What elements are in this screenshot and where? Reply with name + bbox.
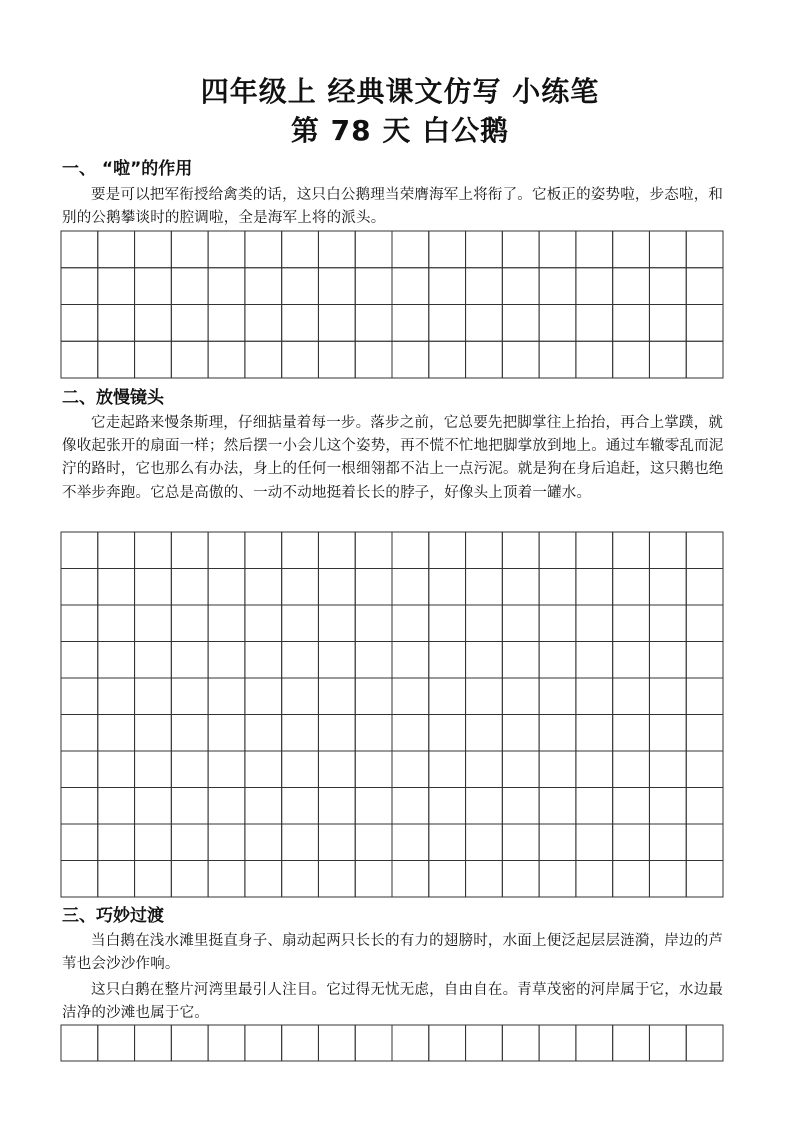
grid-cell[interactable] bbox=[98, 642, 135, 679]
grid-cell[interactable] bbox=[318, 861, 355, 898]
grid-cell[interactable] bbox=[282, 532, 319, 569]
grid-cell[interactable] bbox=[98, 532, 135, 569]
grid-cell[interactable] bbox=[282, 788, 319, 825]
grid-cell[interactable] bbox=[61, 642, 98, 679]
grid-cell[interactable] bbox=[282, 569, 319, 606]
grid-cell[interactable] bbox=[98, 788, 135, 825]
grid-cell[interactable] bbox=[429, 305, 466, 342]
grid-cell[interactable] bbox=[686, 569, 723, 606]
grid-cell[interactable] bbox=[576, 305, 613, 342]
grid-cell[interactable] bbox=[245, 824, 282, 861]
grid-cell[interactable] bbox=[208, 788, 245, 825]
grid-cell[interactable] bbox=[686, 231, 723, 268]
grid-cell[interactable] bbox=[318, 231, 355, 268]
grid-cell[interactable] bbox=[282, 1025, 319, 1061]
grid-cell[interactable] bbox=[466, 678, 503, 715]
grid-cell[interactable] bbox=[539, 788, 576, 825]
grid-cell[interactable] bbox=[576, 715, 613, 752]
grid-cell[interactable] bbox=[502, 678, 539, 715]
grid-cell[interactable] bbox=[135, 231, 172, 268]
grid-cell[interactable] bbox=[208, 341, 245, 378]
grid-cell[interactable] bbox=[61, 824, 98, 861]
grid-cell[interactable] bbox=[245, 268, 282, 305]
grid-cell[interactable] bbox=[429, 532, 466, 569]
grid-cell[interactable] bbox=[355, 715, 392, 752]
grid-cell[interactable] bbox=[355, 341, 392, 378]
grid-cell[interactable] bbox=[686, 824, 723, 861]
grid-cell[interactable] bbox=[686, 605, 723, 642]
grid-cell[interactable] bbox=[502, 1025, 539, 1061]
section1-heading: 一、 “啦”的作用 bbox=[62, 159, 193, 179]
grid-cell[interactable] bbox=[171, 824, 208, 861]
grid-cell[interactable] bbox=[576, 678, 613, 715]
grid-cell[interactable] bbox=[98, 569, 135, 606]
grid-cell[interactable] bbox=[208, 268, 245, 305]
grid-cell[interactable] bbox=[613, 824, 650, 861]
grid-cell[interactable] bbox=[135, 341, 172, 378]
grid-cell[interactable] bbox=[61, 532, 98, 569]
grid-cell[interactable] bbox=[649, 861, 686, 898]
grid-cell[interactable] bbox=[686, 861, 723, 898]
grid-cell[interactable] bbox=[135, 715, 172, 752]
grid-cell[interactable] bbox=[245, 1025, 282, 1061]
grid-cell[interactable] bbox=[539, 231, 576, 268]
grid-cell[interactable] bbox=[466, 824, 503, 861]
grid-cell[interactable] bbox=[539, 824, 576, 861]
grid-cell[interactable] bbox=[98, 605, 135, 642]
grid-cell[interactable] bbox=[429, 861, 466, 898]
grid-cell[interactable] bbox=[466, 268, 503, 305]
grid-cell[interactable] bbox=[208, 569, 245, 606]
grid-cell[interactable] bbox=[61, 305, 98, 342]
section1-writing-grid[interactable] bbox=[61, 231, 723, 378]
grid-cell[interactable] bbox=[392, 678, 429, 715]
grid-cell[interactable] bbox=[649, 824, 686, 861]
grid-cell[interactable] bbox=[539, 751, 576, 788]
grid-cell[interactable] bbox=[282, 751, 319, 788]
grid-cell[interactable] bbox=[208, 861, 245, 898]
grid-cell[interactable] bbox=[282, 268, 319, 305]
grid-cell[interactable] bbox=[539, 341, 576, 378]
grid-cell[interactable] bbox=[355, 642, 392, 679]
grid-cell[interactable] bbox=[649, 678, 686, 715]
grid-cell[interactable] bbox=[98, 268, 135, 305]
grid-cell[interactable] bbox=[466, 788, 503, 825]
grid-cell[interactable] bbox=[135, 605, 172, 642]
grid-cell[interactable] bbox=[502, 824, 539, 861]
grid-cell[interactable] bbox=[355, 268, 392, 305]
grid-cell[interactable] bbox=[429, 341, 466, 378]
grid-cell[interactable] bbox=[686, 532, 723, 569]
grid-cell[interactable] bbox=[318, 341, 355, 378]
grid-cell[interactable] bbox=[61, 569, 98, 606]
grid-cell[interactable] bbox=[245, 678, 282, 715]
grid-cell[interactable] bbox=[135, 569, 172, 606]
grid-cell[interactable] bbox=[245, 532, 282, 569]
grid-cell[interactable] bbox=[98, 861, 135, 898]
grid-cell[interactable] bbox=[649, 231, 686, 268]
grid-cell[interactable] bbox=[649, 532, 686, 569]
grid-cell[interactable] bbox=[245, 751, 282, 788]
grid-cell[interactable] bbox=[208, 751, 245, 788]
grid-cell[interactable] bbox=[502, 642, 539, 679]
grid-cell[interactable] bbox=[98, 715, 135, 752]
section3-heading: 三、巧妙过渡 bbox=[62, 906, 164, 926]
grid-cell[interactable] bbox=[318, 715, 355, 752]
grid-cell[interactable] bbox=[135, 532, 172, 569]
grid-cell[interactable] bbox=[613, 268, 650, 305]
grid-cell[interactable] bbox=[61, 1025, 98, 1061]
grid-cell[interactable] bbox=[355, 605, 392, 642]
grid-cell[interactable] bbox=[502, 268, 539, 305]
grid-cell[interactable] bbox=[135, 788, 172, 825]
grid-cell[interactable] bbox=[429, 788, 466, 825]
grid-cell[interactable] bbox=[392, 532, 429, 569]
grid-cell[interactable] bbox=[98, 678, 135, 715]
grid-cell[interactable] bbox=[135, 824, 172, 861]
section3-writing-grid[interactable] bbox=[61, 1025, 723, 1061]
grid-cell[interactable] bbox=[429, 642, 466, 679]
grid-cell[interactable] bbox=[576, 824, 613, 861]
grid-cell[interactable] bbox=[245, 305, 282, 342]
grid-cell[interactable] bbox=[539, 642, 576, 679]
grid-cell[interactable] bbox=[318, 824, 355, 861]
grid-cell[interactable] bbox=[649, 715, 686, 752]
grid-cell[interactable] bbox=[318, 751, 355, 788]
grid-cell[interactable] bbox=[686, 788, 723, 825]
section2-writing-grid[interactable] bbox=[61, 532, 723, 897]
grid-cell[interactable] bbox=[61, 678, 98, 715]
grid-cell[interactable] bbox=[392, 751, 429, 788]
grid-cell[interactable] bbox=[539, 569, 576, 606]
grid-cell[interactable] bbox=[613, 642, 650, 679]
grid-cell[interactable] bbox=[539, 1025, 576, 1061]
grid-cell[interactable] bbox=[539, 532, 576, 569]
grid-cell[interactable] bbox=[245, 642, 282, 679]
grid-cell[interactable] bbox=[355, 788, 392, 825]
grid-cell[interactable] bbox=[686, 1025, 723, 1061]
grid-cell[interactable] bbox=[171, 569, 208, 606]
grid-cell[interactable] bbox=[318, 569, 355, 606]
grid-cell[interactable] bbox=[98, 824, 135, 861]
grid-cell[interactable] bbox=[576, 532, 613, 569]
page-subtitle: 第 78 天 白公鹅 bbox=[290, 114, 510, 147]
grid-cell[interactable] bbox=[282, 605, 319, 642]
grid-cell[interactable] bbox=[466, 715, 503, 752]
grid-cell[interactable] bbox=[208, 642, 245, 679]
grid-cell[interactable] bbox=[539, 268, 576, 305]
grid-cell[interactable] bbox=[245, 715, 282, 752]
grid-cell[interactable] bbox=[686, 642, 723, 679]
grid-cell[interactable] bbox=[686, 715, 723, 752]
grid-cell[interactable] bbox=[135, 751, 172, 788]
grid-cell[interactable] bbox=[282, 824, 319, 861]
grid-cell[interactable] bbox=[613, 341, 650, 378]
grid-cell[interactable] bbox=[171, 715, 208, 752]
grid-cell[interactable] bbox=[171, 532, 208, 569]
grid-cell[interactable] bbox=[613, 751, 650, 788]
grid-cell[interactable] bbox=[171, 788, 208, 825]
grid-cell[interactable] bbox=[98, 231, 135, 268]
grid-cell[interactable] bbox=[613, 569, 650, 606]
grid-cell[interactable] bbox=[318, 305, 355, 342]
grid-cell[interactable] bbox=[208, 678, 245, 715]
grid-cell[interactable] bbox=[282, 861, 319, 898]
grid-cell[interactable] bbox=[649, 341, 686, 378]
grid-cell[interactable] bbox=[245, 341, 282, 378]
grid-cell[interactable] bbox=[98, 751, 135, 788]
grid-cell[interactable] bbox=[208, 1025, 245, 1061]
grid-cell[interactable] bbox=[282, 341, 319, 378]
grid-cell[interactable] bbox=[318, 605, 355, 642]
grid-cell[interactable] bbox=[576, 341, 613, 378]
grid-cell[interactable] bbox=[171, 268, 208, 305]
grid-cell[interactable] bbox=[466, 341, 503, 378]
grid-cell[interactable] bbox=[649, 751, 686, 788]
grid-cell[interactable] bbox=[613, 861, 650, 898]
grid-cell[interactable] bbox=[392, 569, 429, 606]
grid-cell[interactable] bbox=[98, 1025, 135, 1061]
grid-cell[interactable] bbox=[649, 305, 686, 342]
grid-cell[interactable] bbox=[61, 341, 98, 378]
grid-cell[interactable] bbox=[539, 678, 576, 715]
grid-cell[interactable] bbox=[135, 861, 172, 898]
grid-cell[interactable] bbox=[613, 532, 650, 569]
grid-cell[interactable] bbox=[649, 788, 686, 825]
grid-cell[interactable] bbox=[576, 1025, 613, 1061]
grid-cell[interactable] bbox=[245, 605, 282, 642]
grid-cell[interactable] bbox=[355, 305, 392, 342]
grid-cell[interactable] bbox=[208, 824, 245, 861]
grid-cell[interactable] bbox=[282, 231, 319, 268]
grid-cell[interactable] bbox=[392, 268, 429, 305]
grid-cell[interactable] bbox=[539, 861, 576, 898]
grid-cell[interactable] bbox=[539, 605, 576, 642]
grid-cell[interactable] bbox=[429, 824, 466, 861]
grid-cell[interactable] bbox=[502, 569, 539, 606]
grid-cell[interactable] bbox=[649, 605, 686, 642]
grid-cell[interactable] bbox=[355, 824, 392, 861]
grid-cell[interactable] bbox=[576, 268, 613, 305]
grid-cell[interactable] bbox=[539, 305, 576, 342]
grid-cell[interactable] bbox=[576, 605, 613, 642]
grid-cell[interactable] bbox=[355, 1025, 392, 1061]
grid-cell[interactable] bbox=[318, 678, 355, 715]
grid-cell[interactable] bbox=[466, 751, 503, 788]
grid-cell[interactable] bbox=[613, 788, 650, 825]
grid-cell[interactable] bbox=[61, 788, 98, 825]
grid-cell[interactable] bbox=[649, 642, 686, 679]
grid-cell[interactable] bbox=[171, 861, 208, 898]
grid-cell[interactable] bbox=[282, 305, 319, 342]
grid-cell[interactable] bbox=[392, 231, 429, 268]
grid-cell[interactable] bbox=[392, 861, 429, 898]
grid-cell[interactable] bbox=[171, 1025, 208, 1061]
grid-cell[interactable] bbox=[576, 231, 613, 268]
grid-cell[interactable] bbox=[429, 715, 466, 752]
grid-cell[interactable] bbox=[208, 605, 245, 642]
grid-cell[interactable] bbox=[282, 678, 319, 715]
grid-cell[interactable] bbox=[502, 605, 539, 642]
section1-paragraph: 要是可以把军衔授给禽类的话，这只白公鹅理当荣膺海军上将衔了。它板正的姿势啦，步态啦，和别的公鹅攀谈时的腔调啦，全是海军上将的派头。 bbox=[62, 187, 724, 227]
section2-heading: 二、放慢镜头 bbox=[62, 388, 164, 408]
section2-paragraph: 它走起路来慢条斯理，仔细掂量着每一步。落步之前，它总要先把脚掌往上抬抬，再合上掌蹼，就像收起张开的扇面一样；然后摆一小会儿这个姿势，再不慌不忙地把脚掌放到地上。通过车辙零乱而泥泞的路时，它也那么有办法，身上的任何一根细翎都不沾上一点污泥。就是狗在身后追赶，这只鹅也绝不举步奔跑。它总是高傲的、一动不动地挺着长长的脖子，好像头上顶着一罐水。 bbox=[62, 415, 724, 501]
grid-cell[interactable] bbox=[208, 231, 245, 268]
grid-cell[interactable] bbox=[649, 569, 686, 606]
grid-cell[interactable] bbox=[502, 341, 539, 378]
grid-cell[interactable] bbox=[135, 1025, 172, 1061]
grid-cell[interactable] bbox=[429, 751, 466, 788]
grid-cell[interactable] bbox=[613, 305, 650, 342]
grid-cell[interactable] bbox=[61, 231, 98, 268]
grid-cell[interactable] bbox=[392, 1025, 429, 1061]
grid-cell[interactable] bbox=[61, 715, 98, 752]
grid-cell[interactable] bbox=[318, 1025, 355, 1061]
grid-cell[interactable] bbox=[576, 642, 613, 679]
grid-cell[interactable] bbox=[318, 532, 355, 569]
grid-cell[interactable] bbox=[392, 824, 429, 861]
grid-cell[interactable] bbox=[429, 569, 466, 606]
grid-cell[interactable] bbox=[245, 569, 282, 606]
grid-cell[interactable] bbox=[171, 305, 208, 342]
grid-cell[interactable] bbox=[282, 642, 319, 679]
grid-cell[interactable] bbox=[392, 605, 429, 642]
grid-cell[interactable] bbox=[613, 715, 650, 752]
grid-cell[interactable] bbox=[466, 532, 503, 569]
grid-cell[interactable] bbox=[502, 715, 539, 752]
grid-cell[interactable] bbox=[208, 715, 245, 752]
grid-cell[interactable] bbox=[61, 268, 98, 305]
grid-cell[interactable] bbox=[686, 678, 723, 715]
grid-cell[interactable] bbox=[98, 341, 135, 378]
grid-cell[interactable] bbox=[355, 231, 392, 268]
grid-cell[interactable] bbox=[502, 861, 539, 898]
grid-cell[interactable] bbox=[576, 788, 613, 825]
grid-cell[interactable] bbox=[686, 268, 723, 305]
grid-cell[interactable] bbox=[502, 532, 539, 569]
grid-cell[interactable] bbox=[282, 715, 319, 752]
grid-cell[interactable] bbox=[135, 305, 172, 342]
grid-cell[interactable] bbox=[171, 605, 208, 642]
grid-cell[interactable] bbox=[392, 305, 429, 342]
grid-cell[interactable] bbox=[429, 605, 466, 642]
grid-cell[interactable] bbox=[355, 569, 392, 606]
grid-cell[interactable] bbox=[245, 231, 282, 268]
grid-cell[interactable] bbox=[392, 642, 429, 679]
grid-cell[interactable] bbox=[171, 341, 208, 378]
grid-cell[interactable] bbox=[576, 569, 613, 606]
grid-cell[interactable] bbox=[466, 605, 503, 642]
grid-cell[interactable] bbox=[502, 231, 539, 268]
grid-cell[interactable] bbox=[466, 861, 503, 898]
grid-cell[interactable] bbox=[466, 231, 503, 268]
grid-cell[interactable] bbox=[502, 788, 539, 825]
grid-cell[interactable] bbox=[392, 341, 429, 378]
grid-cell[interactable] bbox=[135, 268, 172, 305]
grid-cell[interactable] bbox=[318, 642, 355, 679]
grid-cell[interactable] bbox=[466, 642, 503, 679]
grid-cell[interactable] bbox=[318, 788, 355, 825]
grid-cell[interactable] bbox=[171, 642, 208, 679]
grid-cell[interactable] bbox=[502, 751, 539, 788]
grid-cell[interactable] bbox=[392, 715, 429, 752]
page-title: 四年级上 经典课文仿写 小练笔 bbox=[200, 75, 600, 108]
grid-cell[interactable] bbox=[355, 751, 392, 788]
grid-cell[interactable] bbox=[539, 715, 576, 752]
grid-cell[interactable] bbox=[392, 788, 429, 825]
grid-cell[interactable] bbox=[355, 678, 392, 715]
grid-cell[interactable] bbox=[686, 305, 723, 342]
grid-cell[interactable] bbox=[576, 861, 613, 898]
grid-cell[interactable] bbox=[208, 532, 245, 569]
grid-cell[interactable] bbox=[171, 231, 208, 268]
grid-cell[interactable] bbox=[649, 1025, 686, 1061]
section3-paragraph-2: 这只白鹅在整片河湾里最引人注目。它过得无忧无虑，自由自在。青草茂密的河岸属于它，水边最洁净的沙滩也属于它。 bbox=[62, 982, 724, 1022]
grid-cell[interactable] bbox=[613, 231, 650, 268]
grid-cell[interactable] bbox=[502, 305, 539, 342]
grid-cell[interactable] bbox=[135, 678, 172, 715]
grid-cell[interactable] bbox=[429, 268, 466, 305]
grid-cell[interactable] bbox=[576, 751, 613, 788]
grid-cell[interactable] bbox=[61, 861, 98, 898]
grid-cell[interactable] bbox=[466, 569, 503, 606]
grid-cell[interactable] bbox=[429, 1025, 466, 1061]
grid-cell[interactable] bbox=[429, 231, 466, 268]
grid-cell[interactable] bbox=[429, 678, 466, 715]
grid-cell[interactable] bbox=[61, 605, 98, 642]
grid-cell[interactable] bbox=[466, 305, 503, 342]
grid-cell[interactable] bbox=[61, 751, 98, 788]
grid-cell[interactable] bbox=[686, 341, 723, 378]
grid-cell[interactable] bbox=[135, 642, 172, 679]
grid-cell[interactable] bbox=[613, 605, 650, 642]
grid-cell[interactable] bbox=[98, 305, 135, 342]
grid-cell[interactable] bbox=[355, 532, 392, 569]
grid-cell[interactable] bbox=[171, 751, 208, 788]
grid-cell[interactable] bbox=[613, 678, 650, 715]
grid-cell[interactable] bbox=[686, 751, 723, 788]
grid-cell[interactable] bbox=[318, 268, 355, 305]
grid-cell[interactable] bbox=[245, 788, 282, 825]
grid-cell[interactable] bbox=[355, 861, 392, 898]
grid-cell[interactable] bbox=[171, 678, 208, 715]
grid-cell[interactable] bbox=[613, 1025, 650, 1061]
grid-cell[interactable] bbox=[466, 1025, 503, 1061]
grid-cell[interactable] bbox=[649, 268, 686, 305]
grid-cell[interactable] bbox=[208, 305, 245, 342]
grid-cell[interactable] bbox=[245, 861, 282, 898]
section3-paragraph-1: 当白鹅在浅水滩里挺直身子、扇动起两只长长的有力的翅膀时，水面上便泛起层层涟漪，岸边的芦苇也会沙沙作响。 bbox=[62, 933, 724, 973]
